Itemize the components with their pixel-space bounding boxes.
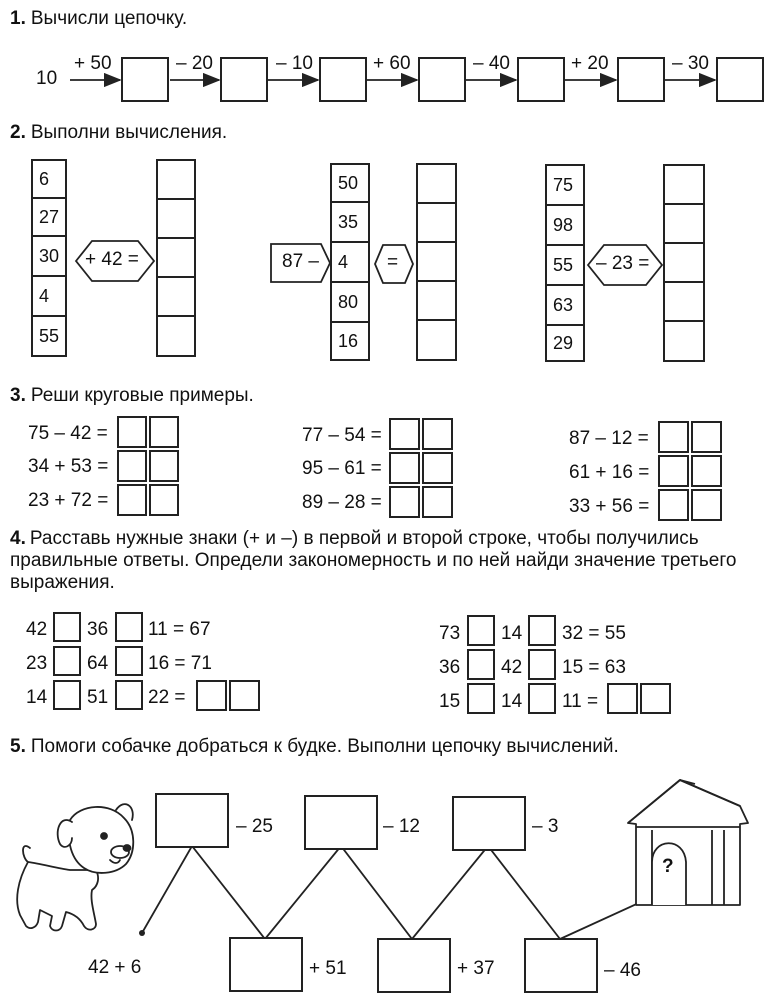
dog-house-question-mark: ? (662, 856, 674, 877)
expr-result: 16 = 71 (148, 653, 212, 674)
values-cell: 30 (31, 235, 67, 277)
expr-number: 73 (439, 623, 461, 644)
circular-example: 87 – 12 = (569, 428, 649, 449)
task5-title-text: Помоги собачке добраться к будке. Выполни цепочку вычислений. (30, 736, 619, 757)
circular-example: 89 – 28 = (302, 492, 382, 513)
task4-number: 4. (10, 528, 26, 549)
task3-title-text: Реши круговые примеры. (30, 385, 254, 406)
values-cell: 4 (330, 241, 370, 283)
task4-text: Расставь нужные знаки (+ и –) в первой и второй строке, чтобы получились правильные ответы. Определи закономерность и по ней найди значение третьего выражения. (10, 528, 737, 593)
values-cell: 35 (330, 201, 370, 243)
expr-number: 36 (439, 657, 461, 678)
expr-number: 14 (501, 623, 523, 644)
expr-number: 14 (501, 691, 523, 712)
zigzag-op: – 46 (604, 960, 641, 981)
circular-example: 95 – 61 = (302, 458, 382, 479)
zigzag-start-expression: 42 + 6 (88, 957, 142, 978)
operation-label-1: + 42 = (85, 249, 139, 270)
values-cell: 55 (545, 244, 585, 286)
task1-title-text: Вычисли цепочку. (30, 8, 188, 29)
chain-op-6: + 20 (571, 53, 609, 74)
expr-result: 32 = 55 (562, 623, 626, 644)
expr-result: 11 = 67 (148, 619, 211, 640)
expr-result: 15 = 63 (562, 657, 626, 678)
zigzag-op: – 3 (532, 816, 559, 837)
circular-example: 34 + 53 = (28, 456, 109, 477)
operation-label-2: = (387, 252, 399, 273)
task1-number: 1. (10, 8, 26, 29)
expr-number: 64 (87, 653, 109, 674)
circular-example: 61 + 16 = (569, 462, 650, 483)
task2-title-text: Выполни вычисления. (30, 122, 228, 143)
chain-op-3: – 10 (276, 53, 313, 74)
values-cell: 27 (31, 197, 67, 237)
values-cell: 50 (330, 163, 370, 203)
expr-number: 23 (26, 653, 48, 674)
values-cell: 55 (31, 315, 67, 357)
circular-example: 33 + 56 = (569, 496, 650, 517)
zigzag-op: – 25 (236, 816, 273, 837)
expr-number: 42 (26, 619, 48, 640)
chain-op-7: – 30 (672, 53, 709, 74)
task3-number: 3. (10, 385, 26, 406)
chain-start-value: 10 (36, 68, 58, 89)
zigzag-op: – 12 (383, 816, 420, 837)
expr-number: 36 (87, 619, 109, 640)
circular-example: 75 – 42 = (28, 423, 108, 444)
values-cell: 98 (545, 204, 585, 246)
zigzag-op: + 51 (309, 958, 347, 979)
operation-label-3: – 23 = (596, 253, 650, 274)
expr-number: 15 (439, 691, 461, 712)
values-cell: 80 (330, 281, 370, 323)
expr-result: 22 = (148, 687, 186, 708)
expr-result: 11 = (562, 691, 599, 712)
values-cell: 16 (330, 321, 370, 361)
values-cell: 75 (545, 164, 585, 206)
task2-number: 2. (10, 122, 26, 143)
zigzag-op: + 37 (457, 958, 495, 979)
circular-example: 77 – 54 = (302, 425, 382, 446)
values-cell: 6 (31, 159, 67, 199)
values-cell: 4 (31, 275, 67, 317)
expr-number: 14 (26, 687, 48, 708)
expr-number: 42 (501, 657, 523, 678)
chain-op-4: + 60 (373, 53, 411, 74)
values-cell: 29 (545, 324, 585, 362)
circular-example: 23 + 72 = (28, 490, 109, 511)
expr-number: 51 (87, 687, 109, 708)
values-cell: 63 (545, 284, 585, 326)
prefix-label: 87 – (282, 251, 319, 272)
chain-op-5: – 40 (473, 53, 510, 74)
task5-number: 5. (10, 736, 26, 757)
chain-op-1: + 50 (74, 53, 112, 74)
chain-op-2: – 20 (176, 53, 213, 74)
